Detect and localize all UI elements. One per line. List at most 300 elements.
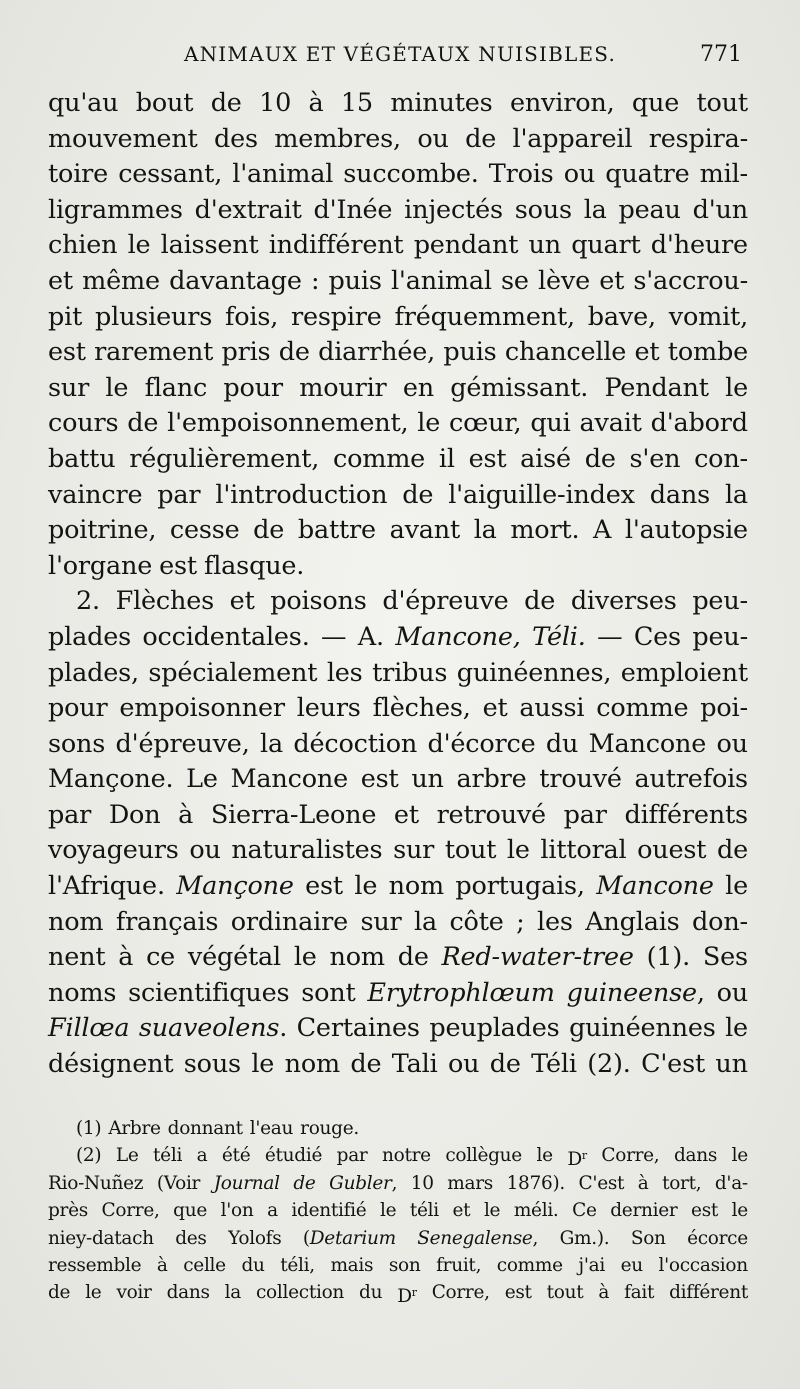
word: naturalistes: [231, 835, 383, 866]
word: mais: [330, 1254, 374, 1276]
word: niey-datach: [48, 1227, 154, 1249]
text-line: [48, 442, 748, 478]
word: le: [85, 1282, 102, 1304]
word: ordinaire: [230, 906, 348, 937]
word: de: [489, 1049, 521, 1080]
word: et: [393, 799, 419, 830]
word: l'appareil: [512, 123, 633, 154]
word: de: [716, 835, 748, 866]
word: Gubler,: [329, 1172, 398, 1194]
word: français: [115, 906, 219, 937]
word: le: [725, 1013, 748, 1044]
word: d'un: [692, 194, 748, 225]
word: diarrhée,: [318, 337, 436, 368]
word: l'occasion: [658, 1254, 748, 1276]
word: près: [48, 1200, 88, 1222]
word: cesse: [169, 515, 240, 546]
word: littoral: [540, 835, 627, 866]
word: de: [210, 88, 242, 118]
word: con-: [694, 443, 748, 474]
word: aisé: [520, 443, 571, 474]
word: de: [127, 408, 159, 439]
word: :: [310, 265, 320, 296]
word: a: [267, 1200, 278, 1222]
word: peu-: [692, 586, 748, 617]
word: été: [221, 1145, 251, 1167]
word: Fillœa: [48, 1013, 130, 1044]
word: ou: [716, 728, 748, 759]
word: Téli: [531, 1049, 577, 1080]
word: mars: [447, 1172, 493, 1194]
word: du: [545, 728, 579, 759]
word: Certaines: [296, 1013, 420, 1044]
word: un: [411, 764, 444, 795]
word: eu: [620, 1254, 643, 1276]
word: Gm.).: [559, 1227, 610, 1249]
text-line: [48, 86, 748, 122]
word: sons: [48, 728, 106, 759]
text-line: [48, 264, 748, 300]
word: minutes: [390, 88, 493, 118]
word: la: [473, 515, 497, 546]
word: la: [724, 479, 748, 510]
word: injectés: [404, 194, 503, 225]
word: avait: [579, 408, 642, 439]
word: le: [105, 372, 129, 403]
word: ou: [189, 835, 221, 866]
word: le: [293, 942, 317, 973]
word: peuplades: [429, 1013, 560, 1044]
word: de: [350, 1049, 382, 1080]
word: guineense,: [566, 977, 705, 1008]
word: un: [715, 1049, 748, 1080]
word: téli: [409, 1200, 439, 1222]
word: respira-: [648, 123, 748, 154]
text-line: [48, 584, 748, 620]
word: Ces: [633, 621, 681, 652]
word: puis: [328, 265, 382, 296]
word: le: [536, 1145, 553, 1167]
word: pour: [48, 693, 108, 724]
word: ou: [563, 159, 596, 190]
word: le: [417, 408, 441, 439]
word: s'accrou-: [633, 265, 748, 296]
word: (Detarium: [302, 1227, 396, 1249]
word: cours: [48, 408, 119, 439]
word: mouvement: [48, 123, 198, 154]
word: est: [360, 764, 399, 795]
word: don-: [692, 906, 748, 937]
word: l'on: [220, 1200, 254, 1222]
word: quatre: [605, 159, 690, 190]
word: voir: [116, 1282, 152, 1304]
word: voyageurs: [48, 835, 179, 866]
word: Téli.: [532, 621, 586, 652]
word: Red-water-tree: [441, 942, 634, 973]
word: fruit,: [436, 1254, 482, 1276]
word: et: [482, 693, 508, 724]
text-line: [48, 976, 748, 1012]
word: tout: [696, 88, 748, 118]
word: désignent: [48, 1049, 174, 1080]
text-line: [48, 620, 748, 656]
word: le: [354, 871, 378, 902]
word: de: [397, 942, 429, 973]
word: l'animal: [232, 159, 334, 190]
word: collègue: [445, 1145, 522, 1167]
footnote-line: [48, 1252, 748, 1279]
word: tribus: [372, 657, 448, 688]
word: suaveolens.: [138, 1013, 288, 1044]
word: nom: [48, 906, 104, 937]
word: —: [597, 621, 623, 652]
footnote-line: [48, 1197, 748, 1224]
word: de: [48, 1282, 71, 1304]
word: est: [305, 871, 343, 902]
word: plusieurs: [94, 301, 213, 332]
word: est: [691, 1200, 719, 1222]
word: dans: [166, 1282, 210, 1304]
word: cœur,: [449, 408, 522, 439]
word: comme: [596, 693, 689, 724]
word: Ses: [702, 942, 748, 973]
word: Mancone: [588, 728, 707, 759]
word: décoction: [293, 728, 418, 759]
word: la: [414, 906, 437, 937]
word: de: [584, 443, 616, 474]
word: ressemble: [48, 1254, 142, 1276]
word: l'organe: [48, 550, 153, 581]
word: mil-: [699, 159, 748, 190]
word: 10: [410, 1172, 434, 1194]
word: Mancone: [596, 871, 714, 902]
word: Mancone: [230, 764, 348, 795]
word: l'eau: [249, 1118, 294, 1139]
word: flanc: [144, 372, 208, 403]
word: indifférent: [268, 230, 404, 261]
word: fait: [624, 1282, 655, 1304]
word: en: [402, 372, 434, 403]
word: par: [563, 799, 607, 830]
word: Arbre: [108, 1118, 161, 1139]
word: (1).: [646, 942, 691, 973]
word: trouvé: [539, 764, 622, 795]
word: celle: [183, 1254, 226, 1276]
word: l'animal: [390, 265, 492, 296]
word: à: [637, 1172, 649, 1194]
word: quart: [571, 230, 641, 261]
text-line: [48, 193, 748, 229]
word: cessant,: [118, 159, 223, 190]
word: Mançone.: [48, 764, 174, 795]
word: et: [229, 586, 255, 617]
word: du: [359, 1282, 383, 1304]
word: environ,: [509, 88, 615, 118]
word: identifié: [291, 1200, 367, 1222]
word: à: [308, 88, 324, 118]
text-line: [48, 228, 748, 264]
text-line: [48, 122, 748, 158]
word: occidentales.: [142, 621, 310, 652]
text-line: [48, 371, 748, 407]
word: Yolofs: [228, 1227, 282, 1249]
word: empoisonner: [119, 693, 285, 724]
footnote-line: [48, 1225, 748, 1252]
word: se: [501, 265, 529, 296]
word: davantage: [169, 265, 302, 296]
word: j'ai: [578, 1254, 605, 1276]
word: 10: [259, 88, 292, 118]
word: Corre,: [431, 1282, 490, 1304]
word: mort.: [510, 515, 580, 546]
word: l'empoisonnement,: [167, 408, 409, 439]
word: emploient: [620, 657, 748, 688]
word: Ce: [572, 1200, 597, 1222]
word: nom: [284, 1049, 340, 1080]
word: de: [278, 337, 310, 368]
word: vaincre: [48, 479, 143, 510]
word: (2).: [587, 1049, 631, 1080]
text-line: [48, 1047, 748, 1083]
text-line: [48, 905, 748, 941]
word: plades: [48, 621, 131, 652]
page-header: [48, 42, 752, 78]
footnote-line: [48, 1142, 748, 1169]
word: membres,: [274, 123, 401, 154]
word: peau: [618, 194, 681, 225]
word: son: [388, 1254, 421, 1276]
word: peu-: [692, 621, 748, 652]
word: est: [48, 337, 86, 368]
word: a: [196, 1145, 208, 1167]
word: d'a-: [714, 1172, 748, 1194]
word: par: [48, 799, 92, 830]
word: ou: [447, 1049, 480, 1080]
word: téli,: [280, 1254, 315, 1276]
word: nom: [329, 942, 385, 973]
word: pour: [223, 372, 283, 403]
text-line: [48, 833, 748, 869]
word: chancelle: [504, 337, 627, 368]
word: Mancone,: [395, 621, 521, 652]
word: le: [725, 372, 748, 403]
word: leurs: [296, 693, 361, 724]
word: —: [321, 621, 347, 652]
word: la: [583, 194, 607, 225]
word: les: [326, 657, 363, 688]
text-line: [48, 406, 748, 442]
word: la: [260, 728, 283, 759]
running-head: ANIMAUX ET VÉGÉTAUX NUISIBLES.: [183, 42, 617, 66]
word: différent: [669, 1282, 748, 1304]
text-line: [48, 798, 748, 834]
word: battu: [48, 443, 116, 474]
word: bave,: [587, 301, 656, 332]
word: qui: [530, 408, 571, 439]
word: portugais,: [455, 871, 585, 902]
body-text: [48, 86, 748, 1083]
footnotes: [48, 1115, 748, 1307]
word: l'introduction: [215, 479, 388, 510]
word: le: [127, 230, 151, 261]
text-line: [48, 762, 748, 798]
text-line: [48, 940, 748, 976]
word: donnant: [167, 1118, 243, 1139]
text-line: [48, 335, 748, 371]
word: Le: [115, 1145, 139, 1167]
word: sur: [393, 835, 435, 866]
word: plades,: [48, 657, 139, 688]
word: arbre: [456, 764, 527, 795]
word: dernier: [610, 1200, 678, 1222]
word: poi-: [700, 693, 748, 724]
word: poisons: [270, 586, 367, 617]
word: (Voir: [156, 1172, 201, 1194]
word: le: [483, 1200, 501, 1222]
word: spécialement: [148, 657, 318, 688]
word: et: [634, 337, 660, 368]
word: bout: [135, 88, 194, 118]
word: vomit,: [668, 301, 748, 332]
word: (1): [76, 1118, 102, 1139]
word: ou: [417, 123, 449, 154]
word: des: [214, 123, 258, 154]
word: dans: [673, 1145, 718, 1167]
word: comme: [332, 443, 426, 474]
word: mourir: [299, 372, 387, 403]
word: est: [159, 550, 197, 581]
word: poitrine,: [48, 515, 157, 546]
text-line: [48, 300, 748, 336]
word: s'en: [629, 443, 681, 474]
text-line: [48, 157, 748, 193]
word: noms: [48, 977, 117, 1008]
word: la: [224, 1282, 242, 1304]
word: Senegalense,: [417, 1227, 539, 1249]
word: écorce: [687, 1227, 748, 1249]
word: côte: [449, 906, 504, 937]
word: succombe.: [343, 159, 479, 190]
word: d'Inée: [313, 194, 393, 225]
word: Corre,: [101, 1200, 160, 1222]
word: d'extrait: [194, 194, 302, 225]
word: notre: [382, 1145, 431, 1167]
word: Anglais: [585, 906, 680, 937]
footnote-line: [48, 1279, 748, 1306]
text-line: [48, 549, 748, 585]
word: Pendant: [604, 372, 709, 403]
word: tort,: [662, 1172, 702, 1194]
text-line: [48, 1011, 748, 1047]
word: rarement: [94, 337, 214, 368]
word: C'est: [578, 1172, 625, 1194]
word: ou: [716, 977, 748, 1008]
word: le: [731, 1200, 748, 1222]
word: que: [631, 88, 680, 118]
word: des: [175, 1227, 207, 1249]
word: sous: [183, 1049, 241, 1080]
word: de: [465, 123, 497, 154]
text-line: [48, 869, 748, 905]
word: et: [452, 1200, 471, 1222]
word: est: [468, 443, 507, 474]
word: diverses: [570, 586, 677, 617]
word: est: [504, 1282, 532, 1304]
word: téli: [153, 1145, 183, 1167]
word: le: [251, 1049, 275, 1080]
word: nent: [48, 942, 106, 973]
word: le: [731, 1145, 748, 1167]
word: Journal: [213, 1172, 280, 1194]
word: collection: [256, 1282, 345, 1304]
word: guinéennes,: [456, 657, 612, 688]
word: l'autopsie: [624, 515, 748, 546]
word: végétal: [187, 942, 281, 973]
word: le: [725, 871, 748, 902]
word: à: [156, 1254, 168, 1276]
word: retrouvé: [436, 799, 546, 830]
text-line: [48, 656, 748, 692]
word: du: [241, 1254, 265, 1276]
word: Le: [186, 764, 218, 795]
word: fois,: [224, 301, 279, 332]
word: 2.: [76, 586, 100, 617]
word: sur: [360, 906, 402, 937]
word: à: [118, 942, 134, 973]
word: sur: [48, 372, 90, 403]
word: avant: [389, 515, 461, 546]
word: Flèches: [115, 586, 215, 617]
word: $D^r$: [567, 1149, 587, 1171]
word: ouest: [637, 835, 707, 866]
word: l'Afrique.: [48, 871, 165, 902]
word: d'heure: [650, 230, 748, 261]
word: puis: [443, 337, 497, 368]
word: d'épreuve,: [115, 728, 250, 759]
word: Trois: [488, 159, 554, 190]
word: (2): [76, 1145, 102, 1167]
word: à: [178, 799, 194, 830]
word: Tali: [391, 1049, 438, 1080]
word: Rio-Nuñez: [48, 1172, 144, 1194]
word: dans: [649, 479, 711, 510]
word: les: [537, 906, 573, 937]
word: laissent: [160, 230, 259, 261]
word: Mançone: [176, 871, 294, 902]
page-number: 771: [700, 42, 742, 67]
word: gémissant.: [450, 372, 589, 403]
word: par: [336, 1145, 368, 1167]
word: différents: [624, 799, 748, 830]
word: Son: [630, 1227, 666, 1249]
word: Sierra-Leone: [210, 799, 377, 830]
word: flasque.: [203, 550, 305, 581]
word: ligrammes: [48, 194, 183, 225]
word: Corre,: [601, 1145, 660, 1167]
word: Don: [108, 799, 161, 830]
text-line: [48, 691, 748, 727]
word: Erytrophlœum: [367, 977, 555, 1008]
word: comme: [496, 1254, 563, 1276]
word: fréquemment,: [394, 301, 575, 332]
text-line: [48, 513, 748, 549]
word: guinéennes: [569, 1013, 716, 1044]
word: tombe: [667, 337, 748, 368]
word: régulièrement,: [129, 443, 320, 474]
word: battre: [297, 515, 376, 546]
text-line: [48, 478, 748, 514]
word: le: [380, 1200, 397, 1222]
